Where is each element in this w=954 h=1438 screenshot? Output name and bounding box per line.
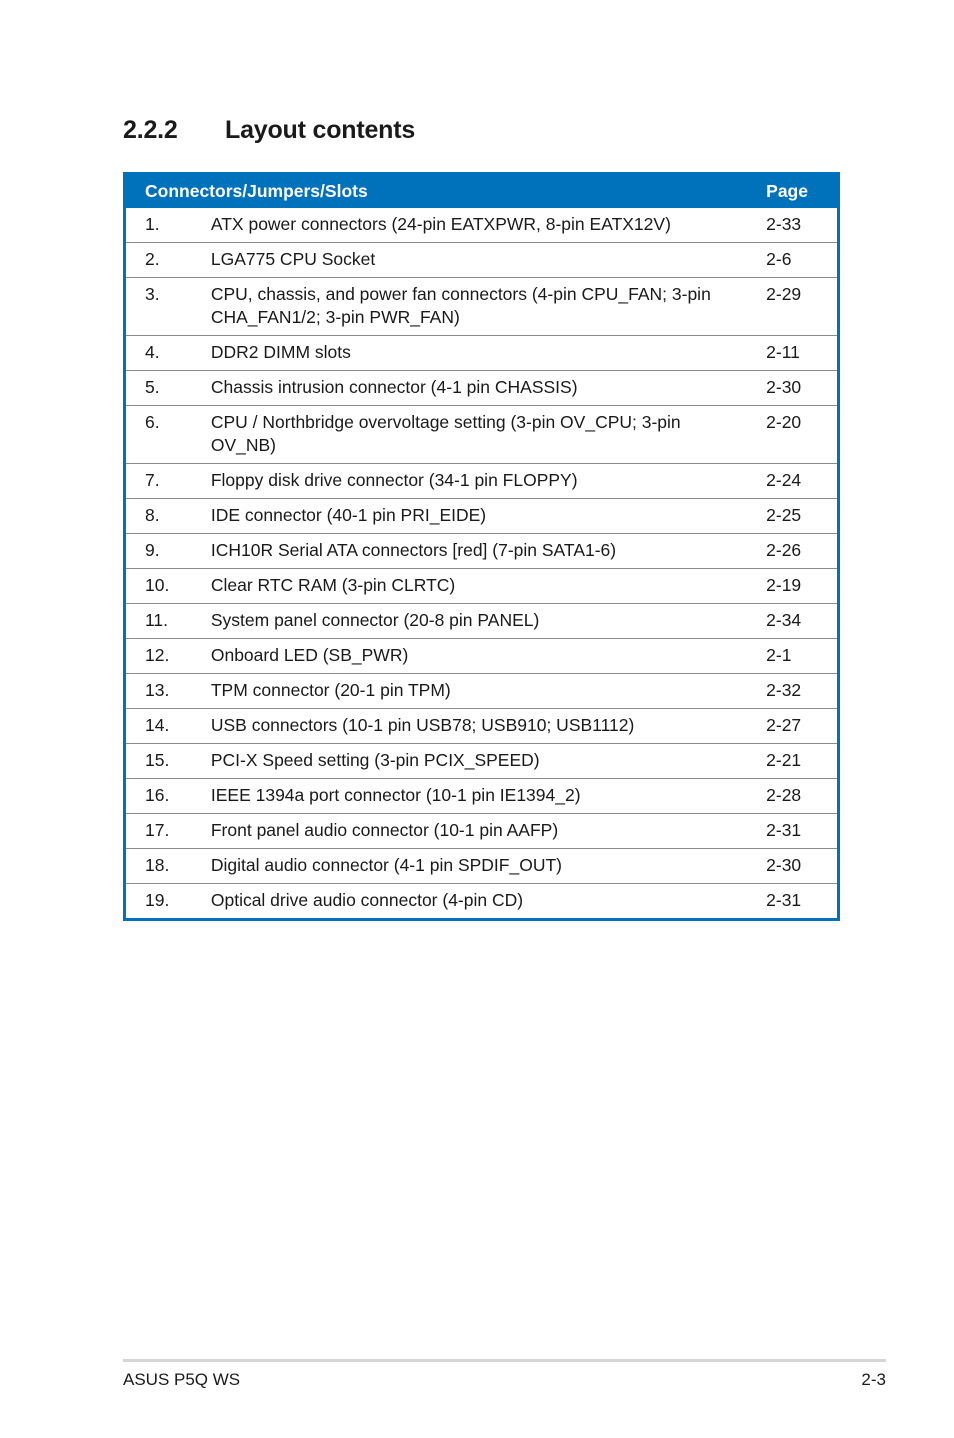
row-description: ATX power connectors (24-pin EATXPWR, 8-pin EATX12V) bbox=[211, 208, 754, 243]
row-page: 2-30 bbox=[754, 371, 838, 406]
table-row bbox=[125, 814, 839, 849]
footer-rule bbox=[123, 1359, 886, 1362]
row-description: Optical drive audio connector (4-pin CD) bbox=[210, 890, 524, 910]
table-row bbox=[125, 744, 839, 779]
row-number: 4. bbox=[125, 336, 211, 371]
row-description: TPM connector (20-1 pin TPM) bbox=[211, 674, 754, 709]
row-page: 2-30 bbox=[754, 849, 838, 884]
table-body bbox=[125, 208, 839, 920]
row-number: 12. bbox=[125, 639, 211, 674]
row-page: 2-11 bbox=[754, 336, 838, 371]
row-number: 5. bbox=[125, 371, 211, 406]
row-description: Chassis intrusion connector (4-1 pin CHASSIS) bbox=[211, 371, 754, 406]
row-number: 14. bbox=[125, 709, 211, 744]
row-description: System panel connector (20-8 pin PANEL) bbox=[211, 604, 754, 639]
table-row bbox=[125, 336, 839, 371]
row-page: 2-33 bbox=[754, 208, 838, 243]
row-number: 11. bbox=[125, 604, 211, 639]
row-page: 2-32 bbox=[754, 674, 838, 709]
table-row bbox=[125, 406, 839, 464]
table-row bbox=[125, 604, 839, 639]
table-row bbox=[125, 884, 839, 920]
row-number: 10. bbox=[125, 569, 211, 604]
row-number: 9. bbox=[125, 534, 211, 569]
row-description: ICH10R Serial ATA connectors [red] (7-pin SATA1-6) bbox=[211, 534, 754, 569]
footer-product: ASUS P5Q WS bbox=[123, 1370, 241, 1389]
row-description: Front panel audio connector (10-1 pin AAFP) bbox=[211, 814, 754, 849]
row-page: 2-24 bbox=[754, 464, 838, 499]
row-page: 2-28 bbox=[754, 779, 838, 814]
table-row bbox=[125, 709, 839, 744]
table-row bbox=[125, 278, 839, 336]
table-row bbox=[125, 639, 839, 674]
row-description: Onboard LED (SB_PWR) bbox=[211, 639, 754, 674]
table-row bbox=[125, 371, 839, 406]
row-page: 2-31 bbox=[766, 890, 802, 910]
table-row bbox=[125, 243, 839, 278]
section-number: 2.2.2 bbox=[123, 116, 178, 144]
header-connectors: Connectors/Jumpers/Slots bbox=[125, 174, 755, 209]
row-page: 2-29 bbox=[754, 278, 838, 336]
section-title: Layout contents bbox=[225, 116, 416, 144]
table-row bbox=[125, 499, 839, 534]
row-page: 2-20 bbox=[754, 406, 838, 464]
row-number: 16. bbox=[125, 779, 211, 814]
row-page: 2-19 bbox=[754, 569, 838, 604]
row-number: 3. bbox=[125, 278, 211, 336]
row-page: 2-25 bbox=[754, 499, 838, 534]
row-description: IDE connector (40-1 pin PRI_EIDE) bbox=[211, 499, 754, 534]
row-page: 2-26 bbox=[754, 534, 838, 569]
row-description: DDR2 DIMM slots bbox=[211, 336, 754, 371]
section-heading bbox=[123, 116, 415, 145]
row-description: IEEE 1394a port connector (10-1 pin IE1394_2) bbox=[211, 779, 754, 814]
table-header-row bbox=[125, 174, 839, 209]
row-number: 1. bbox=[125, 208, 211, 243]
row-description: CPU, chassis, and power fan connectors (4-pin CPU_FAN; 3-pin CHA_FAN1/2; 3-pin PWR_FAN) bbox=[211, 278, 754, 336]
row-number: 2. bbox=[125, 243, 211, 278]
row-description: USB connectors (10-1 pin USB78; USB910; USB1112) bbox=[211, 709, 754, 744]
row-page: 2-27 bbox=[754, 709, 838, 744]
row-description: Digital audio connector (4-1 pin SPDIF_OUT) bbox=[211, 849, 754, 884]
table-row bbox=[125, 464, 839, 499]
row-number: 7. bbox=[125, 464, 211, 499]
row-number: 17. bbox=[125, 814, 211, 849]
table-row bbox=[125, 779, 839, 814]
table-row bbox=[125, 569, 839, 604]
row-page: 2-6 bbox=[754, 243, 838, 278]
row-page: 2-21 bbox=[754, 744, 838, 779]
row-page: 2-31 bbox=[754, 814, 838, 849]
row-number: 6. bbox=[125, 406, 211, 464]
table-row bbox=[125, 849, 839, 884]
table-row bbox=[125, 674, 839, 709]
table-row bbox=[125, 534, 839, 569]
row-number: 19. bbox=[145, 890, 170, 910]
footer-page-number: 2-3 bbox=[861, 1370, 886, 1389]
row-description: Clear RTC RAM (3-pin CLRTC) bbox=[211, 569, 754, 604]
header-page: Page bbox=[754, 174, 838, 209]
row-number: 8. bbox=[125, 499, 211, 534]
row-number: 13. bbox=[125, 674, 211, 709]
row-description: CPU / Northbridge overvoltage setting (3-pin OV_CPU; 3-pin OV_NB) bbox=[211, 406, 754, 464]
row-number: 18. bbox=[125, 849, 211, 884]
row-page: 2-34 bbox=[754, 604, 838, 639]
row-description: LGA775 CPU Socket bbox=[211, 243, 754, 278]
row-description: PCI-X Speed setting (3-pin PCIX_SPEED) bbox=[211, 744, 754, 779]
row-number: 15. bbox=[125, 744, 211, 779]
row-page: 2-1 bbox=[754, 639, 838, 674]
layout-contents-table bbox=[123, 172, 840, 921]
table-row bbox=[125, 208, 839, 243]
row-description: Floppy disk drive connector (34-1 pin FLOPPY) bbox=[211, 464, 754, 499]
